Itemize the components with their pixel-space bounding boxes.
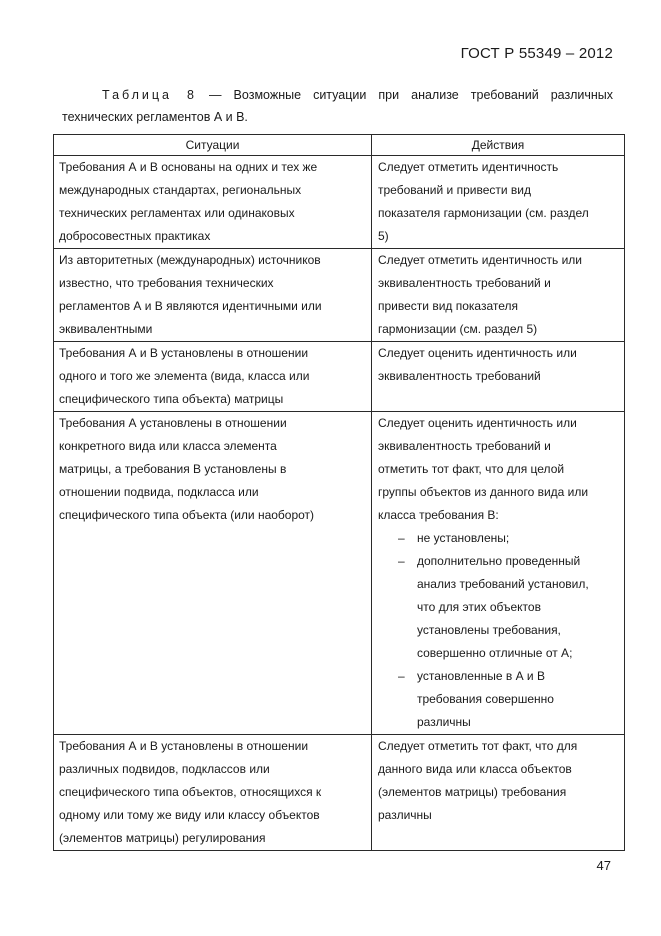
- situation-cell: [54, 249, 372, 342]
- table-row: [54, 249, 625, 342]
- action-text: Следует отметить идентичность или эквивалентность требований и привести вид показателя гармонизации (см. раздел 5): [378, 253, 583, 336]
- action-text: Следует оценить идентичность или эквивалентность требований и отметить тот факт, что для целой группы объектов из данного вида или класса требования В:: [378, 416, 589, 522]
- table-row: [54, 412, 625, 735]
- action-bullet-text: установленные в А и В требования совершенно различны: [417, 669, 554, 729]
- situation-text: Требования А и В установлены в отношении различных подвидов, подклассов или специфического типа объектов, относящихся к одному или тому же виду или классу объектов (элементов матрицы) регулирования: [59, 739, 322, 845]
- action-bullet-text: дополнительно проведенный анализ требований установил, что для этих объектов установлены требования, совершенно отличные от А;: [417, 554, 589, 660]
- table-caption-line-1: [62, 84, 613, 106]
- dash-bullet-mark: –: [398, 554, 405, 568]
- action-bullet-item: [386, 527, 619, 550]
- page-number: 47: [596, 858, 611, 873]
- table-row: [54, 342, 625, 412]
- document-standard-header: ГОСТ Р 55349 – 2012: [460, 45, 613, 62]
- action-bullet-list: [378, 527, 619, 734]
- action-cell: [372, 412, 625, 735]
- action-bullet-item: [386, 665, 619, 734]
- action-text: Следует отметить идентичность требований и привести вид показателя гармонизации (см. раздел 5): [378, 160, 589, 243]
- table-header-row: [54, 135, 625, 156]
- column-header-actions: Действия: [372, 135, 625, 156]
- table-row: [54, 156, 625, 249]
- table-caption-line-2: технических регламентов А и В.: [62, 110, 248, 124]
- situation-cell: [54, 156, 372, 249]
- situation-text: Требования А установлены в отношении конкретного вида или класса элемента матрицы, а требования В установлены в отношении подвида, подкласса или специфического типа объекта (или наоборот): [59, 416, 315, 522]
- situation-text: Требования А и В основаны на одних и тех же международных стандартах, региональных технических регламентах или одинаковых добросовестных практиках: [59, 160, 318, 243]
- table-caption-title: — Возможные ситуации при анализе требований различных: [209, 88, 613, 102]
- action-text: Следует оценить идентичность или эквивалентность требований: [378, 346, 577, 383]
- situation-cell: [54, 735, 372, 851]
- table-caption-label: Таблица 8: [102, 88, 197, 102]
- dash-bullet-mark: –: [398, 531, 405, 545]
- situation-text: Из авторитетных (международных) источников известно, что требования технических регламентов А и В являются идентичными или эквивалентными: [59, 253, 322, 336]
- situation-cell: [54, 342, 372, 412]
- action-cell: [372, 249, 625, 342]
- column-header-situations: Ситуации: [54, 135, 372, 156]
- action-cell: [372, 735, 625, 851]
- action-cell: [372, 342, 625, 412]
- table-row: [54, 735, 625, 851]
- dash-bullet-mark: –: [398, 669, 405, 683]
- situation-cell: [54, 412, 372, 735]
- action-bullet-text: не установлены;: [417, 531, 510, 545]
- action-cell: [372, 156, 625, 249]
- situation-text: Требования А и В установлены в отношении одного и того же элемента (вида, класса или специфического типа объекта) матрицы: [59, 346, 310, 406]
- table-caption: [62, 84, 613, 128]
- action-text: Следует отметить тот факт, что для данного вида или класса объектов (элементов матрицы) требования различны: [378, 739, 578, 822]
- action-bullet-item: [386, 550, 619, 665]
- situations-actions-table: [53, 134, 625, 851]
